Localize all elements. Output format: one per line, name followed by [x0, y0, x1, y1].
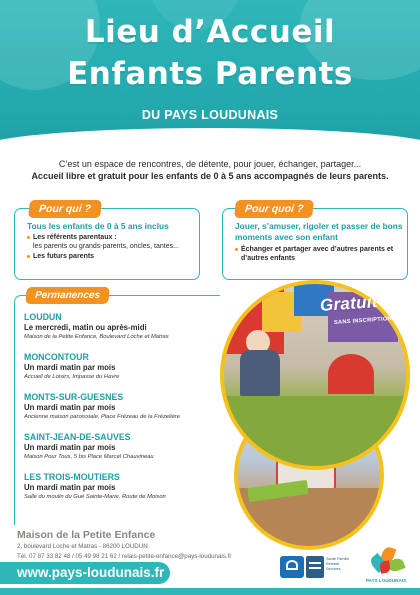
play-mat	[224, 396, 406, 466]
header-wave	[0, 128, 420, 150]
list-item-text: les parents ou grands-parents, oncles, tantes...	[33, 243, 179, 250]
venue-schedule: Un mardi matin par mois	[24, 483, 116, 492]
venue-schedule: Un mardi matin par mois	[24, 363, 116, 372]
list-item-strong: Les référents parentaux :	[33, 234, 117, 241]
website-link[interactable]: www.pays-loudunais.fr	[0, 562, 170, 584]
logo-leaf	[379, 560, 391, 574]
pour-qui-heading: Tous les enfants de 0 à 5 ans inclus	[27, 221, 169, 231]
venue-schedule: Un mardi matin par mois	[24, 403, 116, 412]
venue-name: LOUDUN	[24, 312, 62, 322]
pour-quoi-list	[235, 245, 405, 264]
venue-monts-sur-guesnes	[24, 392, 224, 421]
bottom-strip	[0, 588, 420, 595]
pour-quoi-tag: Pour quoi ?	[234, 200, 314, 218]
list-item	[27, 252, 197, 261]
msa-logo-text: Santé Famille Retraite Services	[326, 557, 350, 571]
page-title-line1: Lieu d’Accueil	[84, 14, 336, 50]
msa-logo-icon	[306, 556, 324, 578]
venue-address: Maison de la Petite Enfance, Boulevard Loche et Matras	[24, 333, 169, 340]
caf-logo-icon	[280, 556, 304, 578]
venue-address: Maison Pour Tous, 5 bis Place Marcel Chauvineau	[24, 453, 154, 460]
pour-qui-tag: Pour qui ?	[28, 200, 102, 218]
free-badge: Gratuit	[319, 292, 379, 315]
venue-saint-jean-de-sauves	[24, 432, 224, 461]
photo-child-playing	[224, 284, 406, 466]
list-item-text: Les futurs parents	[33, 253, 95, 260]
permanences-tag: Permanences	[25, 287, 110, 304]
page-title-line2: Enfants Parents	[67, 56, 353, 92]
venue-address: Salle du moulin du Gué Sainte-Marie, Route de Moison	[24, 493, 166, 500]
venue-les-trois-moutiers	[24, 472, 224, 501]
organization-address: 2, boulevard Loche et Matras - 86200 LOUDUN	[17, 543, 148, 550]
organization-name: Maison de la Petite Enfance	[17, 529, 156, 541]
msa-logo-stroke	[309, 562, 321, 564]
list-item	[235, 245, 405, 263]
page-subtitle: DU PAYS LOUDUNAIS	[141, 108, 279, 122]
intro-line: C’est un espace de rencontres, de détente, pour jouer, échanger, partager...	[58, 159, 362, 169]
venue-moncontour	[24, 352, 224, 381]
pour-quoi-box	[222, 203, 408, 280]
pour-quoi-heading: Jouer, s’amuser, rigoler et passer de bons moments avec son enfant	[235, 221, 403, 242]
list-item-text: Échanger et partager avec d’autres parents et d’autres enfants	[241, 246, 394, 262]
venue-schedule: Le mercredi, matin ou après-midi	[24, 323, 147, 332]
venue-schedule: Un mardi matin par mois	[24, 443, 116, 452]
photo-collage	[218, 278, 420, 543]
venue-name: LES TROIS-MOUTIERS	[24, 472, 120, 482]
venue-name: SAINT-JEAN-DE-SAUVES	[24, 432, 131, 442]
venue-address: Ancienne maison paroissiale, Place Frézeau de la Frézelière	[24, 413, 180, 420]
free-badge-subtitle: SANS INSCRIPTION	[333, 315, 393, 327]
pour-qui-box	[14, 203, 200, 280]
child-body	[240, 350, 280, 398]
intro-line: Accueil libre et gratuit pour les enfants de 0 à 5 ans accompagnés de leurs parents.	[31, 171, 389, 181]
msa-logo-stroke	[309, 567, 321, 569]
venue-name: MONCONTOUR	[24, 352, 89, 362]
venue-name: MONTS-SUR-GUESNES	[24, 392, 124, 402]
organization-contact[interactable]: Tél. 07 87 33 82 48 / 05 49 98 21 62 / relais-petite-enfance@pays-loudunais.fr	[17, 553, 232, 560]
header-banner	[0, 0, 420, 150]
venue-address: Accueil de Loisirs, Impasse du Havre	[24, 373, 120, 380]
play-tent	[328, 354, 374, 394]
pays-loudunais-logo-text: PAYS LOUDUNAIS	[365, 578, 407, 583]
list-item	[27, 233, 197, 251]
caf-logo-shape	[286, 560, 298, 570]
intro-text	[24, 158, 396, 182]
pour-qui-list	[27, 233, 197, 262]
venue-loudun	[24, 312, 224, 341]
